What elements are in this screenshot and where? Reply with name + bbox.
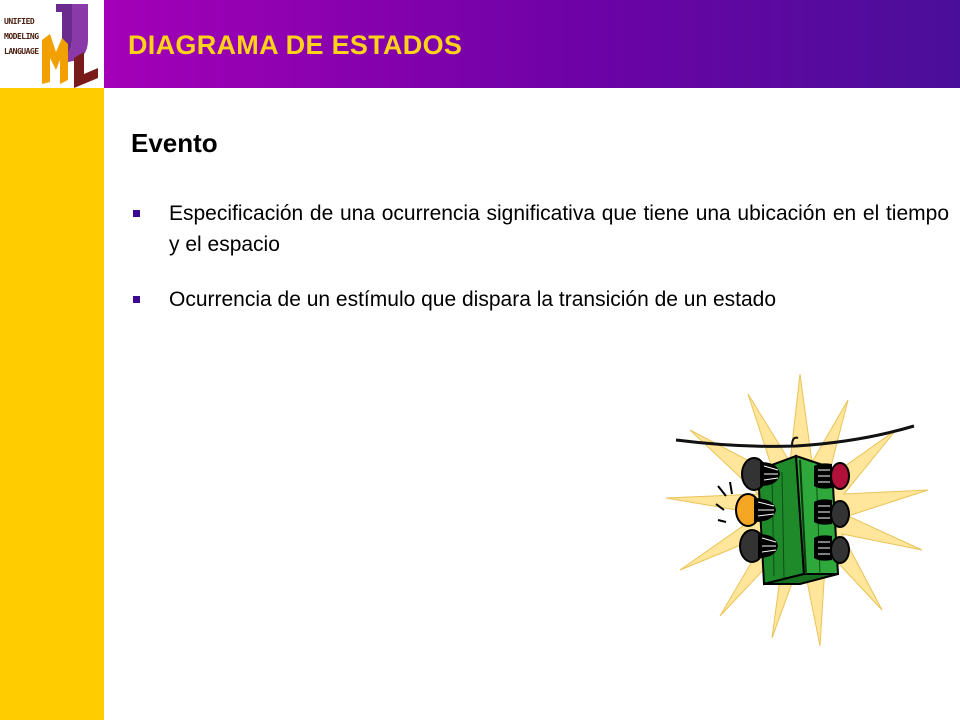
uml-monogram-icon — [38, 0, 100, 88]
bullet-item — [131, 284, 949, 315]
logo-line-modeling: MODELING — [4, 32, 39, 41]
logo-line-language: LANGUAGE — [4, 47, 39, 56]
uml-logo-text — [4, 14, 40, 59]
sidebar-stripe — [0, 88, 104, 720]
bullet-item — [131, 198, 949, 260]
traffic-light-icon — [660, 370, 940, 650]
lamps-left — [736, 458, 780, 562]
section-title: Evento — [131, 128, 218, 158]
bullet-list — [131, 198, 949, 339]
lamps-right — [814, 463, 849, 563]
bullet-marker-icon — [133, 296, 140, 303]
logo-line-unified: UNIFIED — [4, 17, 35, 26]
traffic-light-illustration — [660, 370, 940, 650]
page-title: DIAGRAMA DE ESTADOS — [128, 30, 463, 60]
bullet-text: Ocurrencia de un estímulo que dispara la transición de un estado — [169, 288, 777, 311]
uml-logo — [0, 0, 104, 88]
bullet-marker-icon — [133, 210, 140, 217]
bullet-text: Especificación de una ocurrencia significativa que tiene una ubicación en el tiempo y el espacio — [169, 202, 949, 256]
